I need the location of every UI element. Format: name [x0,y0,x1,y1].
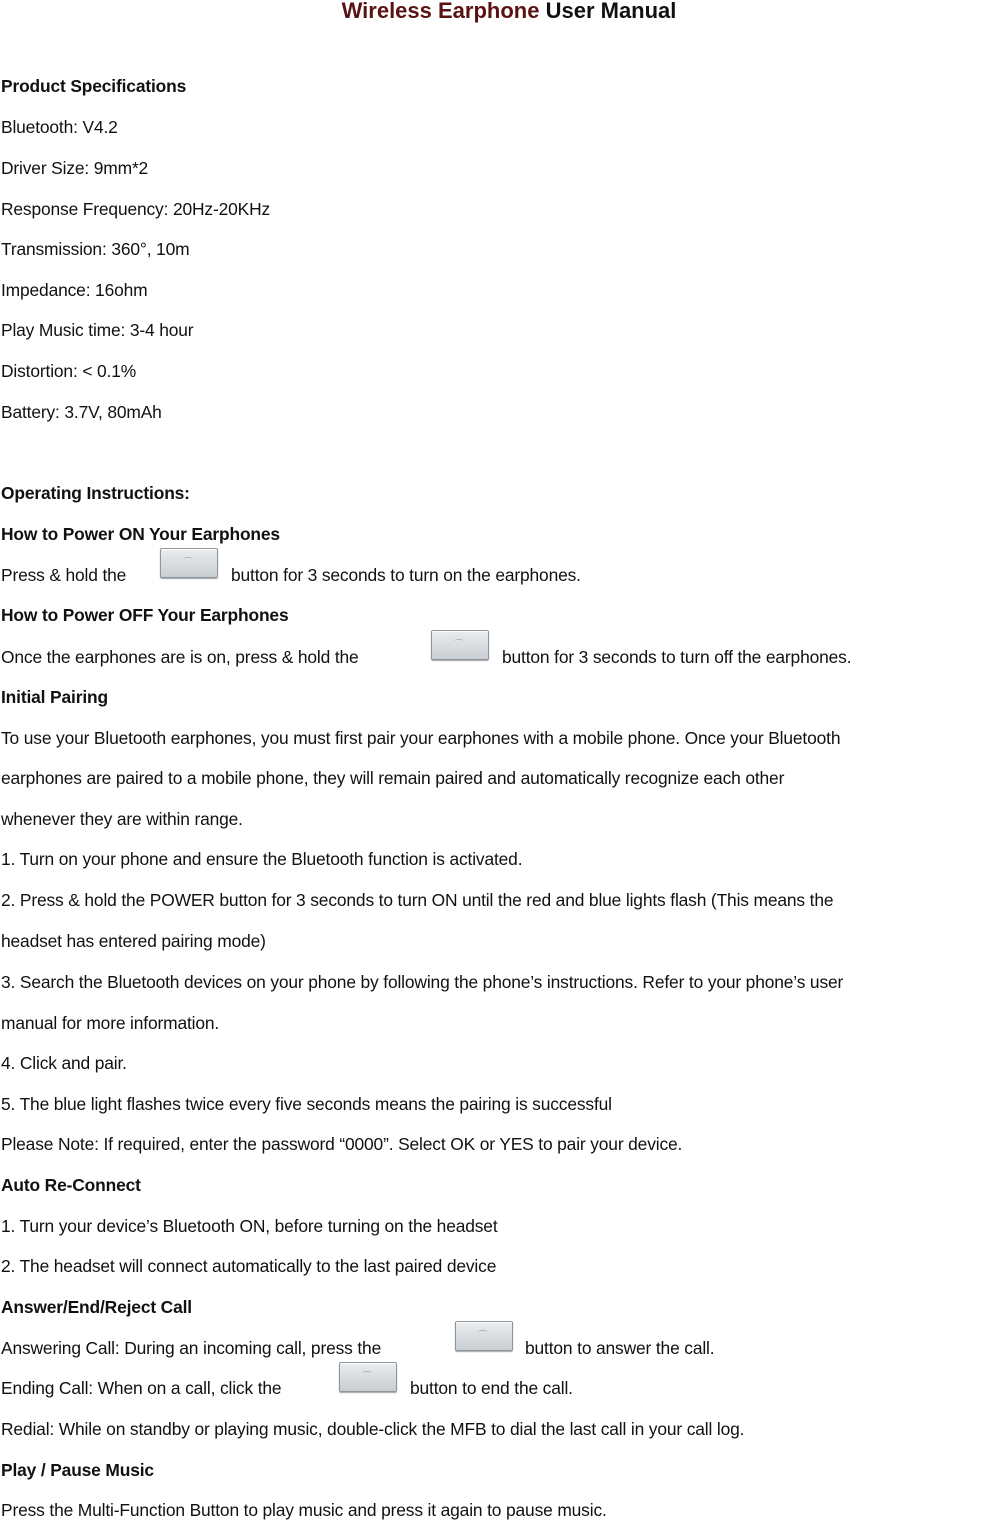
power-off-text-start: Once the earphones are is on, press & hold the [1,647,359,667]
spec-transmission: Transmission: 360°, 10m [1,239,190,259]
power-off-heading: How to Power OFF Your Earphones [1,605,289,625]
redial-text: Redial: While on standby or playing music, double-click the MFB to dial the last call in your call log. [1,1419,745,1439]
end-call-text-end: button to end the call. [410,1378,573,1398]
power-on-heading: How to Power ON Your Earphones [1,524,280,544]
answer-call-text-end: button to answer the call. [525,1338,715,1358]
multi-function-button-icon: ⌒ [339,1362,397,1392]
pairing-step-2: 2. Press & hold the POWER button for 3 seconds to turn ON until the red and blue lights flash (This means the [1,890,834,910]
multi-function-button-icon: ⌒ [160,548,218,578]
title-suffix: User Manual [539,0,677,23]
pairing-step-1: 1. Turn on your phone and ensure the Bluetooth function is activated. [1,849,523,869]
title-product: Wireless Earphone [341,0,540,23]
music-text: Press the Multi-Function Button to play music and press it again to pause music. [1,1500,607,1520]
spec-play-time: Play Music time: 3-4 hour [1,320,194,340]
pairing-heading: Initial Pairing [1,687,108,707]
power-on-text-start: Press & hold the [1,565,127,585]
pairing-step-4: 4. Click and pair. [1,1053,127,1073]
spec-bluetooth: Bluetooth: V4.2 [1,117,118,137]
pairing-line: To use your Bluetooth earphones, you must first pair your earphones with a mobile phone. Once your Bluetooth [1,728,841,748]
spec-impedance: Impedance: 16ohm [1,280,148,300]
pairing-line: earphones are paired to a mobile phone, they will remain paired and automatically recognize each other [1,768,785,788]
spec-response-frequency: Response Frequency: 20Hz-20KHz [1,199,271,219]
pairing-step-3: 3. Search the Bluetooth devices on your phone by following the phone’s instructions. Refer to your phone’s user [1,972,844,992]
pairing-step-3-cont: manual for more information. [1,1013,220,1033]
music-heading: Play / Pause Music [1,1460,154,1480]
operating-heading: Operating Instructions: [1,483,190,503]
calls-heading: Answer/End/Reject Call [1,1297,192,1317]
power-off-text-end: button for 3 seconds to turn off the earphones. [502,647,852,667]
pairing-line: whenever they are within range. [1,809,243,829]
spec-battery: Battery: 3.7V, 80mAh [1,402,162,422]
multi-function-button-icon: ⌒ [431,630,489,660]
pairing-note: Please Note: If required, enter the password “0000”. Select OK or YES to pair your device. [1,1134,683,1154]
reconnect-step-2: 2. The headset will connect automatically to the last paired device [1,1256,497,1276]
pairing-step-2-cont: headset has entered pairing mode) [1,931,266,951]
pairing-step-5: 5. The blue light flashes twice every five seconds means the pairing is successful [1,1094,612,1114]
page-title [0,0,992,26]
specs-heading: Product Specifications [1,76,187,96]
multi-function-button-icon: ⌒ [455,1321,513,1351]
end-call-text-start: Ending Call: When on a call, click the [1,1378,282,1398]
spec-distortion: Distortion: < 0.1% [1,361,137,381]
reconnect-step-1: 1. Turn your device’s Bluetooth ON, before turning on the headset [1,1216,498,1236]
answer-call-text-start: Answering Call: During an incoming call, press the [1,1338,382,1358]
spec-driver-size: Driver Size: 9mm*2 [1,158,149,178]
power-on-text-end: button for 3 seconds to turn on the earphones. [231,565,581,585]
reconnect-heading: Auto Re-Connect [1,1175,141,1195]
